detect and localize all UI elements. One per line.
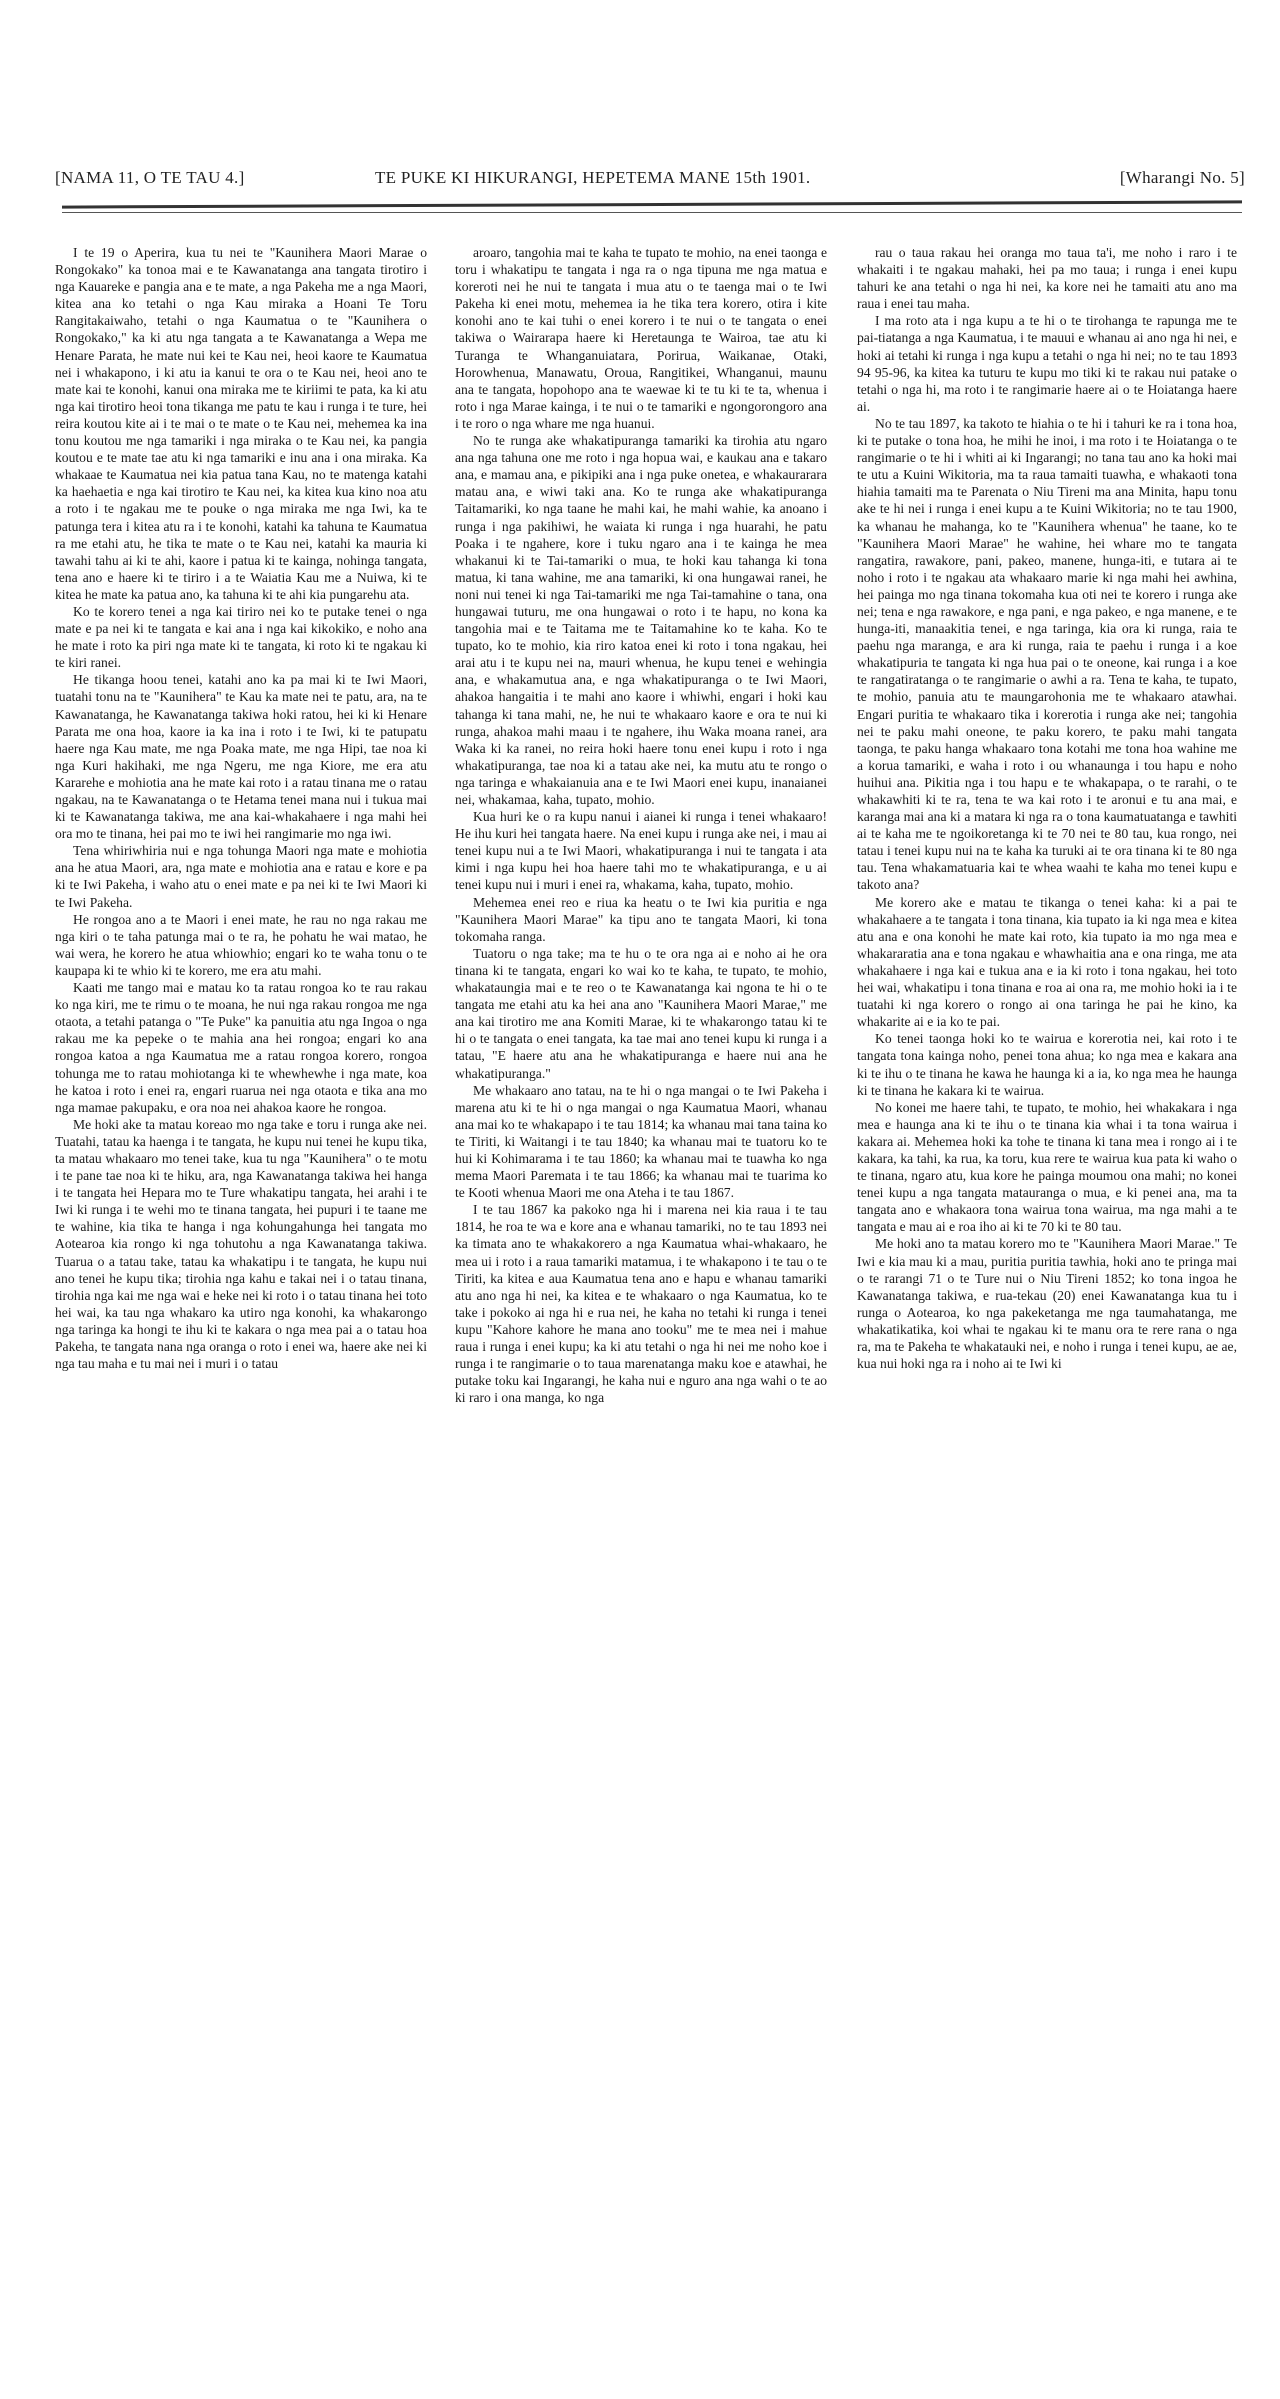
paragraph: Kua huri ke o ra kupu nanui i aianei ki runga i tenei whakaaro! He ihu kuri hei tangata haere. Na enei kupu i runga ake nei, i mau ai tenei kupu nui a te Iwi Maori, whakatipuranga i nui te tangata i ata kimi i nga kupu hei hoa haere tahi mo te whakatipuranga, e u ai tenei kupu nui i muri i enei ra, whakama, kaha, tupato, mohio. [455,809,827,893]
paragraph: Me hoki ano ta matau korero mo te "Kaunihera Maori Marae." Te Iwi e kia mau ki a mau, puritia puritia tawhia, hoki ano te pringa mai o te rarangi 71 o te Ture nui o Niu Tireni 1852; ko tona ingoa he Kawanatanga takiwa, e rua-tekau (20) enei Kawanatanga kua tu i runga o Aotearoa, ko nga pakeketanga me nga taumahatanga, me whakatikatika, koi whai te ngakau ki te manu ora te rere rana o nga ra, ma te Pakeha te whakatauki nei, e noho i runga i tenei kupu, ae ae, kua nui hoki nga ra i noho ai te Iwi ki [857,1236,1237,1372]
header-rule-thin [62,212,1242,213]
paragraph: I ma roto ata i nga kupu a te hi o te tirohanga te rapunga me te pai-tiatanga a nga Kaumatua, i te mauui e whanau ai ano nga hi nei, e hoki ai tetahi ki runga i nga kupu a tetahi o nga hi nei; no te tau 1893 94 95-96, ka kitea ka tuturu te kupu mo tiki ki te rakau nui patake o tetahi o nga hi, ma roto i te rangimarie haere ai o te Hoiatanga haere ai. [857,313,1237,414]
paragraph: Ko te korero tenei a nga kai tiriro nei ko te putake tenei o nga mate e pa nei ki te tangata e kai ana i nga kai kikokiko, e noho ana he mate i roto ka piri nga mate ki te tangata, ki roto ki te ngakau ki te kiri ranei. [55,603,427,671]
paragraph: Me hoki ake ta matau koreao mo nga take e toru i runga ake nei. Tuatahi, tatau ka haenga i te tangata, he kupu nui tenei he kupu tika, ta matau whakaaro mo tenei take, kua tu nga "Kaunihera" o te motu i te pane tae noa ki te hiku, ara, nga Kawanatanga takiwa hei hanga i te tangata hei Hepara mo te Ture whakatipu tangata, hei arahi i te Iwi ki runga i te wehi mo te tinana tangata, hei pupuri i te taane me te wahine, kia tika te hanga i nga kohungahunga hei tangata mo Aotearoa kia rongo ki nga tohutohu a nga Kawanatanga takiwa. Tuarua o a tatau take, tatau ka whakatipu i te tangata, he kupu nui ano tenei he kupu tika; tirohia nga kahu e takai nei i o tatau tinana, tirohia nga kai me nga wai e heke nei ki roto i o tatau tinana hei toto hei wai, ka tau nga whakaro ka utiro nga konohi, ka whakarongo nga taringa ka hongi te ihu ki te kakara o nga mea pai a o tatau hoa Pakeha, te tangata nana nga oranga o roto i enei wa, haere ake nei ki nga tau maha e tu mai nei i muri i o tatau [55,1116,427,1372]
page-header [55,168,1245,192]
newspaper-title: TE PUKE KI HIKURANGI, HEPETEMA MANE 15th 1901. [375,168,811,187]
paragraph: I te 19 o Aperira, kua tu nei te "Kaunihera Maori Marae o Rongokako" ka tonoa mai e te Kawanatanga ana tangata tirotiro i nga Kauareke e pangia ana e te mate, a nga Pakeha me a nga Maori, kitea ana ko tetahi o nga Kau miraka a Hoani Te Toru Rangitakaiwaho, tetahi o nga Kaumatua o te "Kaunihera o Rongokako," ka ki atu nga tangata a te Kawanatanga a Wepa me Henare Parata, he mate nui kei te Kau nei, heoi kaore te Kaumatua nei i whakapono, i ki atu ia kanui te ora o te Kau nei, heoi ano te mate kai te konohi, kanui ona miraka me te kiriimi te pata, ka ki atu nga kai tirotiro heoi tona tikanga me patu te kau i runga i te ture, hei reira koutou kite ai i te mai o te mate o te Kau nei, mehemea ka ina tonu koutou me nga tamariki i nga miraka o te Kau nei, ka pangia koutou e te mate tae atu ki nga tamariki e inu ana i ona miraka. Ka whakaae te Kaumatua nei kia patua tana Kau, no te matenga katahi ka haehaetia e nga kai tirotiro te Kau nei, ka kitea kua kino noa atu a roto i te ngakau me te pouke o nga miraka me nga Iwi, ka te patunga tera i kitea atu ra i te konohi, katahi ka tahuna te Kaumatua ra me etahi atu, he tika te mate o te Kau nei, katahi ka mauria ki tawahi tahu ai ki te ahi, kaore i patua ki te kainga, nohinga tangata, tena ano e haere ki te tiriro i a te Waiatia Kau me a Nuiwa, ki te kitea he mate ka patua ano, ka tahuna ki te ahi kia pungarehu ata. [55,245,427,602]
paragraph: No konei me haere tahi, te tupato, te mohio, hei whakakara i nga mea e haunga ana ki te ihu o te tinana kia whai i ta tona wairua i kakara ai. Mehemea hoki ka tohe te tinana ki tana mea i rongo ai i te kakara, ka tahi, ka rua, ka toru, kua rere te wairua kua pata ki waho o te tinana, ngaro atu, kua kore he painga moumou ona mahi; no konei tenei kupu a nga tangata matauranga o mua, e ki penei ana, ma ta tangata ano e whakaora tona wairua tona wairua, ma nga mahi a te tangata e mau ai e roa iho ai ki te 70 ki te 80 tau. [857,1099,1237,1235]
header-rule [62,200,1242,208]
paragraph: I te tau 1867 ka pakoko nga hi i marena nei kia raua i te tau 1814, he roa te wa e kore ana e whanau tamariki, no te tau 1893 nei ka timata ano te whakakorero a nga Kaumatua whai-whakaaro, he mea ui i roto i a raua tamariki matamua, i te whakapono i te tau o te Tiriti, ka kitea e aua Kaumatua tena ano e hapu e whanau tamariki atu ano nga hi nei, ka kitea e te whakaaro o nga Kaumatua, ko te take i pokoko ai nga hi e rua nei, he kaha no tetahi ki runga i tenei kupu "Kahore kahore he mana ano tooku" me te mea nei i mahue raua i runga i enei kupu; ka ki atu tetahi o nga hi nei me noho koe i runga i te rangimarie o to taua marenatanga maku koe e atawhai, he putake toku kai Ingarangi, he kaha nui e nguro ana nga wahi o te ao ki raro i ona manga, ko nga [455,1202,827,1406]
paragraph: He tikanga hoou tenei, katahi ano ka pa mai ki te Iwi Maori, tuatahi tonu na te "Kaunihera" te Kau ka mate nei te patu, ara, na te Kawanatanga, he Kawanatanga takiwa hoki ratou, hei ki ki Henare Parata me ona hoa, kaore ia ka ina i roto i te Iwi, ki te patupatu haere nga Kau mate, me nga Poaka mate, me nga Hipi, tae noa ki nga Kuri hakihaki, me nga Ngeru, me nga Kiore, me era atu Kararehe e mohiotia ana he mate kai roto i a ratau tinana me o ratau ngakau, na te Kawanatanga o te Hetama tenei mana nui i tukua mai ki te Kawanatanga takiwa, me ana kai-whakahaere i nga mahi hei ora mo te tinana, hei pai mo te iwi hei rangimarie mo nga iwi. [55,672,427,842]
column-2 [455,244,827,1406]
paragraph: He rongoa ano a te Maori i enei mate, he rau no nga rakau me nga kiri o te taha patunga mai o te ra, he pohatu he wai matao, he wai wera, he korero he atua whiowhio; engari ko te waha tonu o te kaupapa ki te whio ki te korero, me era atu mahi. [55,911,427,978]
paragraph: Kaati me tango mai e matau ko ta ratau rongoa ko te rau rakau ko nga kiri, me te rimu o te moana, he nui nga rakau rongoa me nga otaota, a tetahi patanga o "Te Puke" ka panuitia atu nga Ingoa o nga rakau me ka pepeke o te mahia ana hei rongoa; engari ko ana rongoa katoa a nga Kaumatua me a ratau rongoa korero, rongoa tohunga me to ratau mohiotanga ki te whewhewhe i nga mate, koa he katoa i roto i enei ra, engari ruarua nei nga otaota e tika ana mo nga mamae pakupaku, e ora noa nei ahakoa kaore he rongoa. [55,980,427,1115]
paragraph: No te runga ake whakatipuranga tamariki ka tirohia atu ngaro ana nga tahuna one me roto i nga hopua wai, e kaukau ana e takaro ana, e mamau ana, e pikipiki ana i nga puke onetea, e whakaurarara matau ana, e wiwi taki ana. Ko te runga ake whakatipuranga Taitamariki, ko nga taane he mahi kai, he mahi wahie, ka anoano i runga i nga pakihiwi, he waiata ki runga i nga huarahi, he patu Poaka i te ngahere, kore i tuku ngaro ana i te kainga he mea whakanui ki te Tai-tamariki o mua, te hoki kau tahanga ki tona matua, ki tana wahine, me ana tamariki, ki ona hungawai ranei, he noni nui tenei ki nga Tai-tamariki me nga Tai-tamahine o tana, ona hungawai tuturu, me ona hungawai o roto i te hapu, no kona ka tangohia mai e te Taitama me te Taitamahine ko te kaha. Ko te tupato, ko te mohio, kia riro katoa enei ki roto i tona ngakau, hei arai atu i te kupu nei na, mauri whenua, he kupu tenei e wehingia ana, e whakamutua ana, e nga whakatipuranga o te Iwi Maori, ahakoa hangaitia i te mahi ano kaore i whiwhi, engari i hoki kau tahanga ki tana mahi, ne, he nui te whakaaro kaore e ora te nui ki runga, ahakoa mahi maau i te ngahere, ihu Waka moana ranei, ara Waka ki ka ranei, no reira hoki haere tonu enei kupu i roto i nga whakatipuranga, tae noa ki a tatau ake nei, ka mutu atu te rongo o nga taringa e whakaianuia ana e te Iwi Maori enei kupu, inanaianei nei, whakamaa, kaha, tupato, mohio. [455,433,827,807]
paragraph: No te tau 1897, ka takoto te hiahia o te hi i tahuri ke ra i tona hoa, ki te putake o tona hoa, he mihi he inoi, i ma roto i te Hoiatanga o te rangimarie o te hi i whiti ai ki Ingarangi; no tana tau ano ka hoki mai te utu a Kuini Wikitoria, ma ta raua tamaiti tuawha, e whakaoti tona hiahia tamaiti ma te Parenata o Niu Tireni ma ana Minita, hapu tonu ake te hi nei i runga i enei kupu a te Kuini Wikitoria; no te tau 1900, ka whanau he mahanga, ko te "Kaunihera whenua" he taane, ko te "Kaunihera Maori Marae" he wahine, hei whare mo te tangata rangatira, rawakore, pani, pakeo, manene, hunga-iti, e tutara ai te noho i roto i te ngakau ata whakaaro marie ki nga mahi hei awhina, hei painga mo nga tinana tokomaha kua oti nei te korero i runga ake nei; tena e nga rawakore, e nga pani, e nga pakeo, e nga manene, e te hunga-iti, manaakitia tenei, e nga taringa, kia ora ki runga, raia te paehu nga maranga, e ara ki runga, raia te paehu i runga i a koe whakatipuria te tangata ki nga hua pai o te oneone, kai runga i a koe te rangatiratanga o te rangimarie o awhi a ra. Tena te kaha, te tupato, te mohio, panuia atu te maungarohonia me te whakaaro atawhai. Engari puritia te whakaaro tika i korerotia i runga ake nei; tangohia nei te paku mahi oneone, te paku korero, te paku mahi tangata taonga, te paku hanga whakaaro tona kotahi me tona hoa wahine me a korua tamariki, e waha i roto i ou whanaunga i tou hapu e noho huihui ana. Pikitia nga i tou hapu e te whakapapa, o te rarahi, o te whakawhiti ki te ra, tena te wa kai roto i te aronui e tu ana mai, e karanga mai ana ki a matara ki nga ra o tona kaumatuatanga e tawhiti ai te kaha me te ngoikoretanga ki te 70 nei te 80 tau, kua rongo, nei tatau i tenei kupu nui na te kaha ka turuki ai te ora tinana ki te 80 nga tau. Tena whakamatuaria kai te whea waahi te kaha mo tenei kupu e takoto ana? [857,415,1237,893]
column-1 [55,244,427,1372]
issue-number: [NAMA 11, O TE TAU 4.] [55,168,245,187]
paragraph: Me whakaaro ano tatau, na te hi o nga mangai o te Iwi Pakeha i marena atu ki te hi o nga mangai o nga Kaumatua Maori, whanau ana mai ko te whakapapo i te tau 1814; ka whanau mai tana taina ko te Tiriti, ki Waitangi i te tau 1840; ka whanau mai te tuatoru ko te hui ki Kohimarama i te tau 1860; ka whanau mai te tuawha ko nga mema Maori Paremata i te tau 1866; ka whanau mai te tuarima ko te Kooti whenua Maori me ona Ateha i te tau 1867. [455,1082,827,1201]
paragraph: Ko tenei taonga hoki ko te wairua e korerotia nei, kai roto i te tangata tona kainga noho, penei tona ahua; ko nga mea e kakara ana ki te ihu o te tinana he kawa he haunga ki a ia, ko nga mea he haunga ki te tinana he kakara ki te wairua. [857,1031,1237,1098]
paragraph: aroaro, tangohia mai te kaha te tupato te mohio, na enei taonga e toru i whakatipu te tangata i nga ra o nga tipuna me nga matua e koreroti nei he nui te tangata i mua atu o te taenga mai o te Iwi Pakeha ki enei motu, mehemea ia he tika tera korero, otira i kite konohi ano te kai tuhi o enei korero i te nui o te tangata o enei takiwa o Wairarapa haere ki Heretaunga te Wairoa, tae atu ki Turanga te Whanganuiatara, Porirua, Waikanae, Otaki, Horowhenua, Manawatu, Oroua, Rangitikei, Whanganui, maunu ana te tangata, hopohopo ana te waewae ki te tu ki te ta, whenua i roto i nga Marae kainga, i te nui o te tamariki e ngongorongoro ana i te roro o nga whare me nga huanui. [455,245,827,431]
paragraph: Me korero ake e matau te tikanga o tenei kaha: ki a pai te whakahaere a te tangata i tona tinana, kia tupato ia ki nga mea e kitea atu ana e ona konohi he mate kai roto, kia tupato ia mo nga mea e whakararatia ana e tona ngakau e whawhaitia ana e ona ringa, me ata whakahaere i nga kai e tukua ana e ia ki roto i tona ngakau, hei toto hei wai, whakatipu i tona tinana e roa ai ona ra, me mohio hoki ia i te tuatahi ki nga korero o rongo ai ona taringa he pai he kino, ka whakarite ai e ia ko te pai. [857,894,1237,1030]
paragraph: Mehemea enei reo e riua ka heatu o te Iwi kia puritia e nga "Kaunihera Maori Marae" ka tipu ano te tangata Maori, ki tona tokomaha ranga. [455,894,827,944]
paragraph: Tuatoru o nga take; ma te hu o te ora nga ai e noho ai he ora tinana ki te tangata, engari ko wai ko te kaha, te tupato, te mohio, whakataungia mai e te reo o te Kawanatanga kai ngona te hi o te tangata me etahi atu ka hei ana ano "Kaunihera Maori Marae," me ana kai tirotiro me ana Komiti Marae, ki te whakarongo tatau ki te hi o te tangata o enei tangata, ka tae mai ano tenei kupu ki runga i a tatau, "E haere atu ana he whakatipuranga e haere nui ana he whakatipuranga." [455,945,827,1081]
column-3 [857,244,1237,1372]
page-number: [Wharangi No. 5] [1119,168,1245,187]
paragraph: rau o taua rakau hei oranga mo taua ta'i, me noho i raro i te whakaiti i te ngakau mahaki, hei pa mo taua; i runga i enei kupu tahuri ke ana tetahi o nga hi nei, ka kore nei he tamaiti atu ano ma raua i enei tau maha. [857,245,1237,312]
paragraph: Tena whiriwhiria nui e nga tohunga Maori nga mate e mohiotia ana he atua Maori, ara, nga mate e mohiotia ana e ratau e kore e pa ki te Iwi Pakeha, i waho atu o enei mate e pa nei ki te Iwi Maori ki te Iwi Pakeha. [55,843,427,910]
